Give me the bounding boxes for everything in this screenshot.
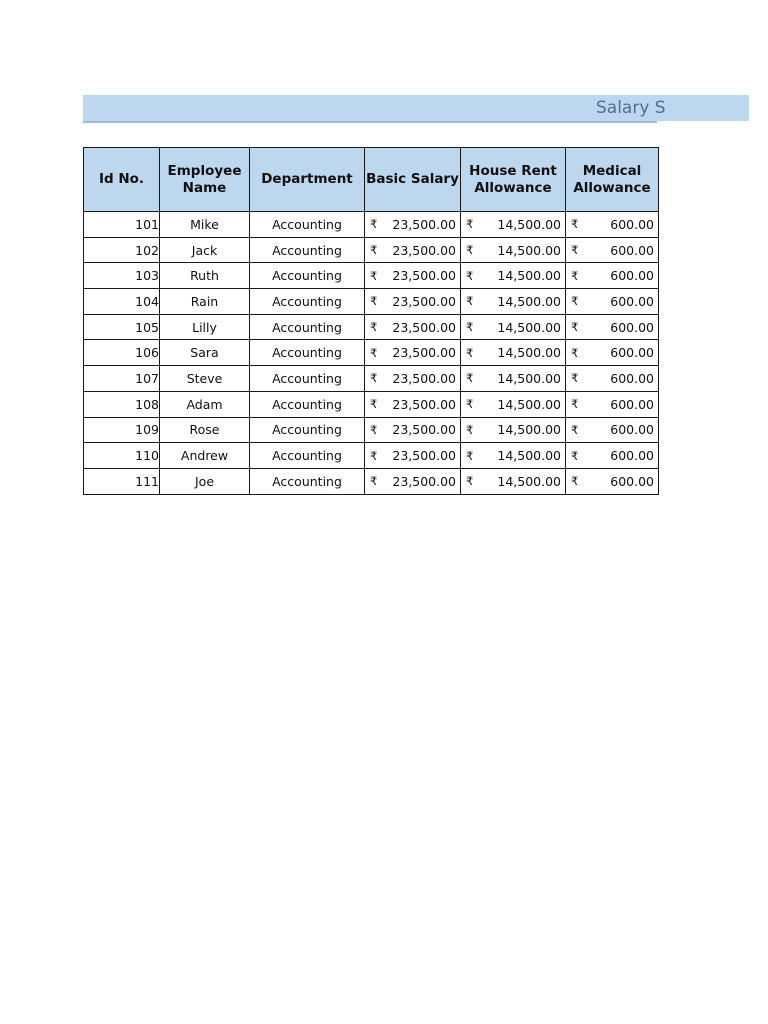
rupee-icon: ₹ [571,268,579,283]
id-cell[interactable]: 107 [84,366,160,392]
house-rent-cell[interactable] [461,468,566,494]
department-cell[interactable]: Accounting [250,366,365,392]
rupee-icon: ₹ [466,474,474,489]
rupee-icon: ₹ [370,243,378,258]
basic-salary-value: 23,500.00 [392,319,456,335]
rupee-icon: ₹ [370,217,378,232]
department-cell[interactable]: Accounting [250,417,365,443]
house-rent-cell[interactable] [461,443,566,469]
house-rent-cell[interactable] [461,263,566,289]
table-row [84,468,659,494]
rupee-icon: ₹ [466,294,474,309]
house-rent-value: 14,500.00 [497,293,561,309]
id-cell[interactable]: 105 [84,314,160,340]
basic-salary-value: 23,500.00 [392,268,456,284]
house-rent-value: 14,500.00 [497,345,561,361]
medical-cell[interactable] [566,263,659,289]
rupee-icon: ₹ [370,268,378,283]
basic-salary-cell[interactable] [365,366,461,392]
house-rent-value: 14,500.00 [497,242,561,258]
basic-salary-value: 23,500.00 [392,448,456,464]
basic-salary-cell[interactable] [365,212,461,238]
basic-salary-value: 23,500.00 [392,473,456,489]
name-cell[interactable]: Rain [160,289,250,315]
medical-cell[interactable] [566,391,659,417]
name-cell[interactable]: Mike [160,212,250,238]
table-row [84,443,659,469]
header-department[interactable]: Department [250,148,365,212]
table-row [84,417,659,443]
header-id[interactable]: Id No. [84,148,160,212]
medical-cell[interactable] [566,314,659,340]
table-row [84,263,659,289]
medical-cell[interactable] [566,289,659,315]
rupee-icon: ₹ [370,474,378,489]
id-cell[interactable]: 111 [84,468,160,494]
house-rent-cell[interactable] [461,212,566,238]
rupee-icon: ₹ [571,217,579,232]
rupee-icon: ₹ [466,217,474,232]
rupee-icon: ₹ [571,320,579,335]
rupee-icon: ₹ [571,345,579,360]
rupee-icon: ₹ [466,268,474,283]
medical-value: 600.00 [610,422,654,438]
name-cell[interactable]: Joe [160,468,250,494]
sheet-title: Salary S [596,98,666,118]
department-cell[interactable]: Accounting [250,314,365,340]
rupee-icon: ₹ [370,371,378,386]
department-cell[interactable]: Accounting [250,391,365,417]
name-cell[interactable]: Sara [160,340,250,366]
basic-salary-value: 23,500.00 [392,242,456,258]
name-cell[interactable]: Andrew [160,443,250,469]
house-rent-value: 14,500.00 [497,216,561,232]
rupee-icon: ₹ [370,320,378,335]
medical-cell[interactable] [566,340,659,366]
house-rent-value: 14,500.00 [497,370,561,386]
header-employee-name[interactable]: Employee Name [160,148,250,212]
house-rent-cell[interactable] [461,340,566,366]
name-cell[interactable]: Jack [160,237,250,263]
medical-value: 600.00 [610,216,654,232]
basic-salary-value: 23,500.00 [392,370,456,386]
department-cell[interactable]: Accounting [250,340,365,366]
id-cell[interactable]: 103 [84,263,160,289]
medical-value: 600.00 [610,448,654,464]
table-row [84,289,659,315]
basic-salary-cell[interactable] [365,468,461,494]
department-cell[interactable]: Accounting [250,443,365,469]
rupee-icon: ₹ [370,422,378,437]
department-cell[interactable]: Accounting [250,289,365,315]
name-cell[interactable]: Ruth [160,263,250,289]
rupee-icon: ₹ [571,294,579,309]
rupee-icon: ₹ [466,448,474,463]
medical-cell[interactable] [566,366,659,392]
rupee-icon: ₹ [466,243,474,258]
table-row [84,314,659,340]
house-rent-value: 14,500.00 [497,268,561,284]
rupee-icon: ₹ [370,397,378,412]
rupee-icon: ₹ [466,397,474,412]
basic-salary-cell[interactable] [365,289,461,315]
rupee-icon: ₹ [571,448,579,463]
house-rent-value: 14,500.00 [497,422,561,438]
basic-salary-cell[interactable] [365,417,461,443]
id-cell[interactable]: 108 [84,391,160,417]
name-cell[interactable]: Adam [160,391,250,417]
house-rent-cell[interactable] [461,237,566,263]
name-cell[interactable]: Lilly [160,314,250,340]
rupee-icon: ₹ [466,422,474,437]
table-row [84,391,659,417]
medical-cell[interactable] [566,443,659,469]
basic-salary-cell[interactable] [365,263,461,289]
basic-salary-cell[interactable] [365,443,461,469]
house-rent-value: 14,500.00 [497,396,561,412]
id-cell[interactable]: 104 [84,289,160,315]
basic-salary-cell[interactable] [365,237,461,263]
id-cell[interactable]: 102 [84,237,160,263]
medical-value: 600.00 [610,396,654,412]
rupee-icon: ₹ [466,320,474,335]
basic-salary-value: 23,500.00 [392,345,456,361]
rupee-icon: ₹ [571,371,579,386]
medical-value: 600.00 [610,242,654,258]
house-rent-value: 14,500.00 [497,448,561,464]
salary-table-body [84,212,659,495]
department-cell[interactable]: Accounting [250,212,365,238]
id-cell[interactable]: 110 [84,443,160,469]
medical-cell[interactable] [566,468,659,494]
id-cell[interactable]: 101 [84,212,160,238]
medical-value: 600.00 [610,370,654,386]
table-row [84,366,659,392]
header-house-rent[interactable]: House Rent Allowance [461,148,566,212]
medical-value: 600.00 [610,345,654,361]
department-cell[interactable]: Accounting [250,468,365,494]
title-underline [83,121,657,123]
basic-salary-value: 23,500.00 [392,396,456,412]
house-rent-cell[interactable] [461,314,566,340]
house-rent-cell[interactable] [461,417,566,443]
medical-cell[interactable] [566,237,659,263]
table-row [84,212,659,238]
house-rent-value: 14,500.00 [497,473,561,489]
basic-salary-cell[interactable] [365,391,461,417]
basic-salary-cell[interactable] [365,340,461,366]
rupee-icon: ₹ [466,371,474,386]
header-basic-salary[interactable]: Basic Salary [365,148,461,212]
basic-salary-value: 23,500.00 [392,216,456,232]
id-cell[interactable]: 109 [84,417,160,443]
department-cell[interactable]: Accounting [250,237,365,263]
header-medical[interactable]: Medical Allowance [566,148,659,212]
basic-salary-value: 23,500.00 [392,422,456,438]
header-row [84,148,659,212]
id-cell[interactable]: 106 [84,340,160,366]
rupee-icon: ₹ [571,243,579,258]
rupee-icon: ₹ [571,474,579,489]
basic-salary-cell[interactable] [365,314,461,340]
basic-salary-value: 23,500.00 [392,293,456,309]
rupee-icon: ₹ [571,422,579,437]
house-rent-cell[interactable] [461,366,566,392]
table-row [84,340,659,366]
medical-value: 600.00 [610,293,654,309]
house-rent-value: 14,500.00 [497,319,561,335]
house-rent-cell[interactable] [461,391,566,417]
rupee-icon: ₹ [370,294,378,309]
table-row [84,237,659,263]
rupee-icon: ₹ [466,345,474,360]
medical-value: 600.00 [610,319,654,335]
medical-cell[interactable] [566,417,659,443]
rupee-icon: ₹ [370,345,378,360]
name-cell[interactable]: Rose [160,417,250,443]
medical-value: 600.00 [610,473,654,489]
rupee-icon: ₹ [571,397,579,412]
medical-cell[interactable] [566,212,659,238]
rupee-icon: ₹ [370,448,378,463]
salary-table [83,147,659,495]
house-rent-cell[interactable] [461,289,566,315]
title-clip [83,95,666,121]
name-cell[interactable]: Steve [160,366,250,392]
department-cell[interactable]: Accounting [250,263,365,289]
medical-value: 600.00 [610,268,654,284]
